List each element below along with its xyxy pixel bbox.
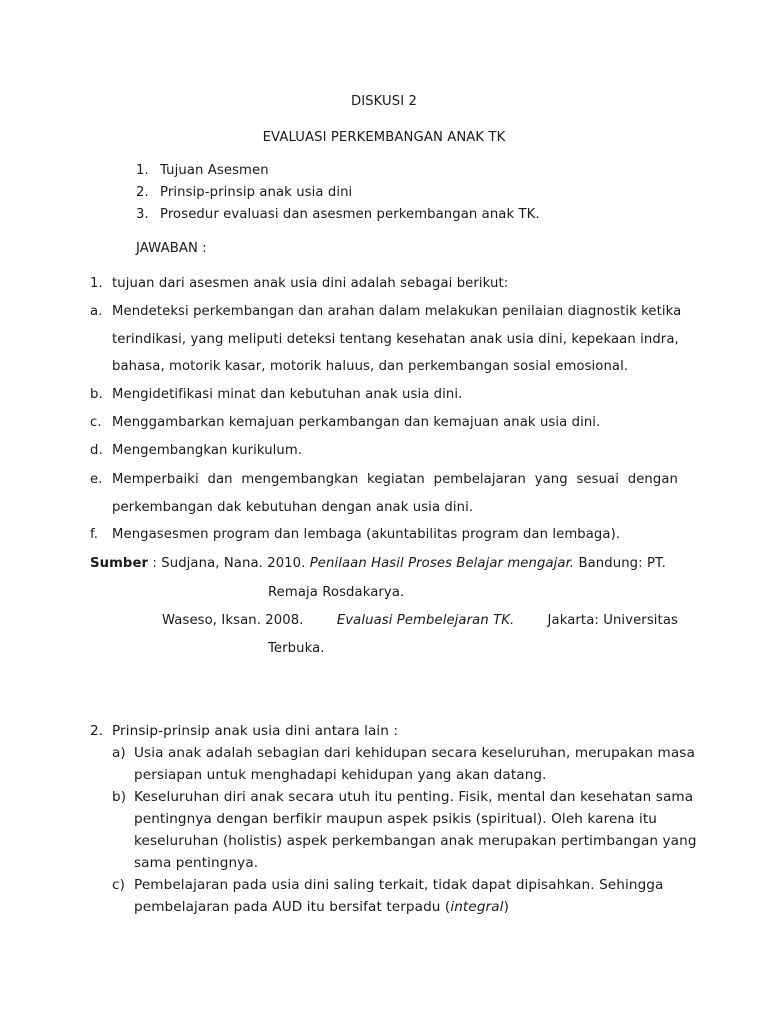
item-line: persiapan untuk menghadapi kehidupan yang akan datang. — [134, 767, 547, 783]
answer-label: JAWABAN : — [136, 241, 207, 256]
source-ref-2-publisher: Jakarta: Universitas — [547, 613, 678, 628]
item-line-with-emphasis — [134, 899, 509, 915]
item-line: Mengasesmen program dan lembaga (akuntabilitas program dan lembaga). — [112, 527, 621, 542]
item-letter: b. — [90, 387, 103, 402]
source-line-2 — [162, 613, 678, 628]
item-line-text: ) — [503, 899, 509, 915]
source-separator: : — [148, 556, 162, 571]
emphasis-term: integral — [450, 899, 504, 915]
section-number: 2. — [90, 723, 104, 739]
item-letter: a. — [90, 304, 103, 319]
item-line: Keseluruhan diri anak secara utuh itu penting. Fisik, mental dan kesehatan sama — [134, 789, 694, 805]
item-line: Usia anak adalah sebagian dari kehidupan secara keseluruhan, merupakan masa — [134, 745, 695, 761]
question-item: Tujuan Asesmen — [160, 163, 269, 178]
item-line: Menggambarkan kemajuan perkambangan dan kemajuan anak usia dini. — [112, 415, 601, 430]
question-item: Prinsip-prinsip anak usia dini — [160, 185, 353, 200]
source-ref-1-author: Sudjana, Nana. 2010. — [161, 556, 310, 571]
source-ref-1-continuation: Remaja Rosdakarya. — [268, 585, 405, 600]
source-ref-2-continuation: Terbuka. — [268, 641, 325, 656]
source-ref-1-publisher: Bandung: PT. — [574, 556, 666, 571]
section-heading: Prinsip-prinsip anak usia dini antara lain : — [112, 723, 399, 739]
item-line: terindikasi, yang meliputi deteksi tentang kesehatan anak usia dini, kepekaan indra, — [112, 332, 679, 347]
item-line: bahasa, motorik kasar, motorik haluus, dan perkembangan sosial emosional. — [112, 359, 629, 374]
item-letter: c. — [90, 415, 102, 430]
source-ref-1-title: Penilaan Hasil Proses Belajar mengajar. — [309, 556, 575, 571]
item-line: Memperbaiki dan mengembangkan kegiatan pembelajaran yang sesuai dengan — [112, 472, 678, 487]
list-number: 2. — [136, 185, 149, 200]
item-line: Mengidetifikasi minat dan kebutuhan anak usia dini. — [112, 387, 463, 402]
item-letter: a) — [112, 745, 126, 761]
source-label: Sumber — [90, 556, 149, 571]
item-letter: c) — [112, 877, 125, 893]
source-ref-2-title: Evaluasi Pembelejaran TK. — [336, 613, 515, 628]
item-line: Mengembangkan kurikulum. — [112, 443, 303, 458]
item-line: Pembelajaran pada usia dini saling terkait, tidak dapat dipisahkan. Sehingga — [134, 877, 664, 893]
item-letter: b) — [112, 789, 127, 805]
item-letter: f. — [90, 527, 99, 542]
section-heading: tujuan dari asesmen anak usia dini adalah sebagai berikut: — [112, 276, 509, 291]
item-line: pentingnya dengan berfikir maupun aspek psikis (spiritual). Oleh karena itu — [134, 811, 658, 827]
source-line-1 — [90, 556, 666, 571]
item-line: perkembangan dak kebutuhan dengan anak usia dini. — [112, 500, 474, 515]
item-line: Mendeteksi perkembangan dan arahan dalam melakukan penilaian diagnostik ketika — [112, 304, 682, 319]
source-ref-2-author: Waseso, Iksan. 2008. — [162, 613, 304, 628]
item-letter: d. — [90, 443, 103, 458]
question-item: Prosedur evaluasi dan asesmen perkembangan anak TK. — [160, 207, 540, 222]
section-number: 1. — [90, 276, 103, 291]
page-subtitle: EVALUASI PERKEMBANGAN ANAK TK — [262, 130, 506, 145]
page-title: DISKUSI 2 — [350, 94, 418, 109]
item-line: keseluruhan (holistis) aspek perkembangan anak merupakan pertimbangan yang — [134, 833, 697, 849]
list-number: 3. — [136, 207, 149, 222]
item-line: sama pentingnya. — [134, 855, 259, 871]
list-number: 1. — [136, 163, 149, 178]
item-line-text: pembelajaran pada AUD itu bersifat terpadu ( — [134, 899, 451, 915]
item-letter: e. — [90, 472, 103, 487]
